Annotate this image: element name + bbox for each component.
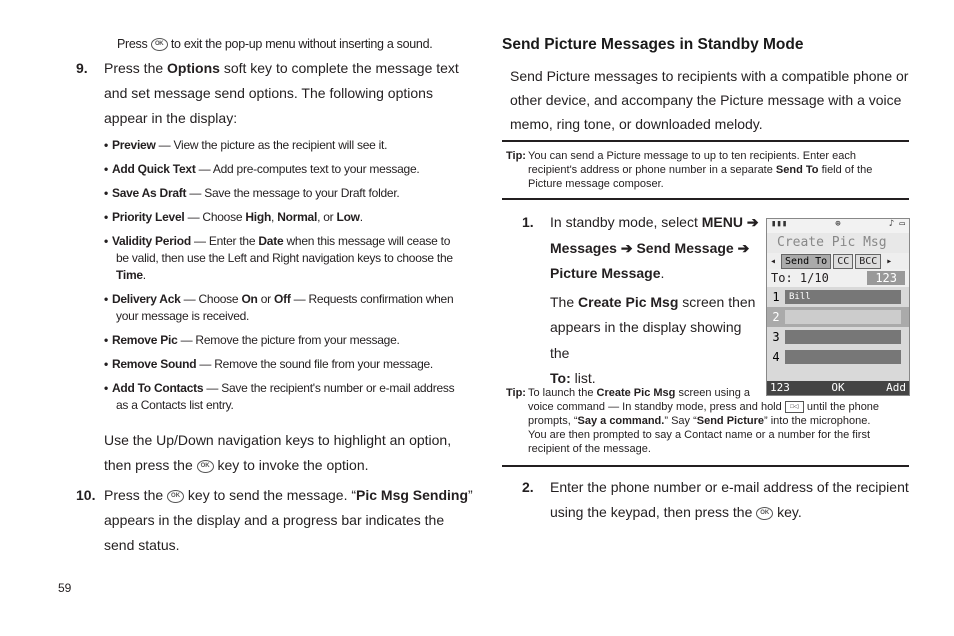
step-2: 2. Enter the phone number or e-mail address of the recipient using the keypad, then press the OK key. [522, 479, 909, 520]
chevron-right-icon: ▸ [886, 255, 893, 267]
phone-recipient-row: 2 [767, 307, 909, 327]
location-icon: ⊕ [835, 219, 841, 229]
phone-soft-keys: 123 OK Add [767, 381, 909, 395]
divider [502, 198, 909, 200]
section-heading: Send Picture Messages in Standby Mode [502, 36, 804, 53]
divider [502, 465, 909, 467]
list-item: • Validity Period — Enter the Date when this message will cease to be valid, then use the Left and Right navigation keys to choose the Time. [104, 234, 453, 282]
phone-to-row: To: 1/10 123 [767, 269, 909, 287]
list-item: • Add Quick Text — Add pre-computes text to your message. [104, 162, 420, 176]
tip-voice-command: Tip: To launch the Create Pic Msg screen using a voice command — In standby mode, press and hold □◁ until the phone prompts, “Say a command.” Say “Send Picture” into the microphone. You are then prompted to say a Contact name or a number for the first recipient of the message. [506, 387, 880, 455]
battery-icon: ♪ ▭ [888, 219, 905, 229]
create-pic-msg-screenshot [766, 218, 910, 396]
phone-tabs [767, 253, 909, 269]
phone-status-bar [767, 219, 909, 233]
phone-screen-title: Create Pic Msg [767, 233, 909, 253]
tab-bcc: BCC [855, 254, 881, 269]
signal-icon: ▮▮▮ [771, 219, 788, 229]
list-item: • Delivery Ack — Choose On or Off — Requests confirmation when your message is received. [104, 292, 454, 323]
tip-ten-recipients: Tip: You can send a Picture message to up to ten recipients. Enter each recipient's address or phone number in a separate Send To field of the Picture message composer. [506, 150, 873, 190]
ok-key-icon: OK [197, 460, 214, 473]
list-item: • Preview — View the picture as the recipient will see it. [104, 138, 388, 152]
list-item: • Add To Contacts — Save the recipient's number or e-mail address as a Contacts list entry. [104, 381, 455, 412]
voice-key-icon: □◁ [785, 401, 804, 413]
ok-key-icon: OK [151, 38, 168, 51]
intro-paragraph: Send Picture messages to recipients with a compatible phone or other device, and accompany the Picture message with a voice memo, ring tone, or downloaded melody. [510, 68, 909, 132]
chevron-left-icon: ◂ [770, 255, 777, 267]
phone-recipient-row: 4 [767, 347, 909, 367]
step-10: 10. Press the OK key to send the message. “Pic Msg Sending” appears in the display and a progress bar indicates the send status. [76, 487, 473, 553]
use-keys-paragraph: Use the Up/Down navigation keys to highlight an option, then press the OK key to invoke the option. [104, 432, 452, 473]
list-item: • Remove Sound — Remove the sound file from your message. [104, 357, 434, 371]
ok-key-icon: OK [167, 490, 184, 503]
options-list [104, 137, 464, 414]
phone-recipient-row: 3 [767, 327, 909, 347]
list-item: • Priority Level — Choose High, Normal, or Low. [104, 210, 363, 224]
ok-key-icon: OK [756, 507, 773, 520]
tab-cc: CC [833, 254, 853, 269]
list-item: • Save As Draft — Save the message to your Draft folder. [104, 186, 400, 200]
step-1: 1. In standby mode, select MENU ➔ Messages ➔ Send Message ➔ Picture Message. The Create Pic Msg screen then appears in the display showing the To: list. [522, 214, 759, 386]
press-note: Press OK to exit the pop-up menu without inserting a sound. [117, 37, 433, 51]
divider [502, 140, 909, 142]
phone-recipient-row: 1 Bill [767, 287, 909, 307]
list-item: • Remove Pic — Remove the picture from your message. [104, 333, 400, 347]
page-number: 59 [58, 581, 72, 595]
tab-send-to: Send To [781, 254, 831, 269]
step-9: 9. Press the Options soft key to complete the message text and set message send options. The following options appear in the display: [76, 60, 459, 126]
